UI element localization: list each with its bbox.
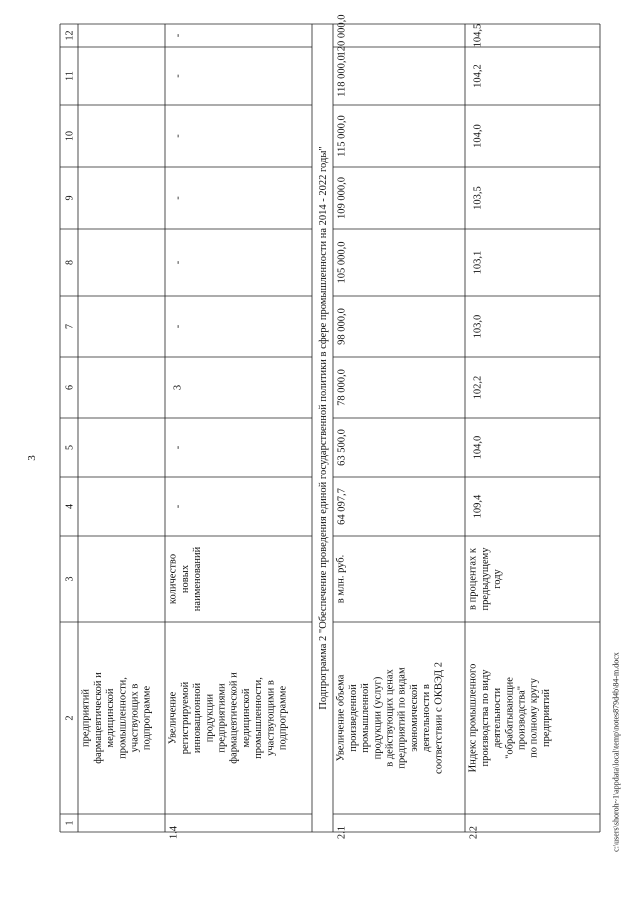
value-cell [473, 24, 484, 48]
svg-text:7: 7 [64, 324, 76, 329]
svg-text:промышленности,: промышленности, [117, 677, 129, 759]
unit-of-measure [168, 546, 203, 611]
value-cell [473, 64, 484, 88]
svg-text:в процентах к: в процентах к [467, 548, 479, 610]
unit-of-measure [336, 555, 347, 604]
svg-text:2.1: 2.1 [336, 826, 348, 840]
svg-text:экономической: экономической [408, 684, 420, 752]
value-cell [337, 308, 348, 345]
value-cell [473, 436, 484, 460]
svg-text:Увеличение объема: Увеличение объема [335, 674, 347, 762]
svg-text:-: - [172, 260, 184, 265]
svg-text:промышленности,: промышленности, [253, 677, 265, 759]
page-number: 3 [25, 455, 38, 461]
header-col-2 [65, 716, 76, 721]
svg-text:104,5: 104,5 [472, 23, 484, 48]
svg-text:1.4: 1.4 [168, 826, 180, 840]
svg-text:-: - [172, 134, 184, 138]
svg-text:104,0: 104,0 [472, 435, 484, 460]
svg-text:регистрируемой: регистрируемой [179, 681, 191, 755]
svg-text:3: 3 [64, 576, 76, 582]
svg-text:64 097,7: 64 097,7 [336, 488, 348, 525]
svg-text:деятельности: деятельности [492, 687, 504, 749]
value-cell [473, 186, 484, 210]
svg-text:фармацевтической и: фармацевтической и [92, 672, 104, 764]
value-cell [473, 124, 484, 148]
value-cell [337, 369, 348, 406]
svg-text:соответствии с ОКВЭД 2: соответствии с ОКВЭД 2 [433, 662, 445, 774]
indicator-name [336, 662, 445, 774]
svg-text:предприятий по видам: предприятий по видам [396, 667, 408, 769]
value-cell [173, 445, 184, 449]
value-cell [173, 196, 184, 200]
value-cell [337, 177, 348, 219]
svg-text:Подпрограмма 2 "Обеспечение пр: Подпрограмма 2 "Обеспечение проведения единой государственной политики в сфере промышленности на 2014 - 2022 годы" [318, 146, 330, 710]
svg-text:предприятиями: предприятиями [216, 683, 228, 753]
value-cell [337, 429, 348, 466]
svg-text:инновационной: инновационной [192, 682, 204, 754]
svg-text:120 000,0: 120 000,0 [336, 14, 348, 57]
svg-text:продукции (услуг): продукции (услуг) [372, 676, 384, 760]
svg-text:98 000,0: 98 000,0 [336, 308, 348, 345]
value-cell [473, 376, 484, 400]
header-col-9 [65, 196, 76, 201]
svg-text:предыдущему: предыдущему [479, 547, 491, 611]
svg-text:9: 9 [64, 195, 76, 201]
svg-text:-: - [172, 504, 184, 509]
svg-text:118 000,0: 118 000,0 [336, 55, 348, 97]
svg-text:подпрограмме: подпрограмме [277, 685, 289, 751]
header-col-12 [65, 31, 76, 41]
footer-file-path: c:\users\shoroh~1\appdata\local\temp\notes879d4b\84-m.docx [611, 652, 621, 852]
indicator-table [60, 14, 600, 840]
svg-text:78 000,0: 78 000,0 [336, 369, 348, 406]
indicator-name [468, 664, 552, 773]
svg-text:новых: новых [179, 564, 191, 594]
svg-text:115 000,0: 115 000,0 [336, 115, 348, 157]
svg-text:медицинской: медицинской [240, 688, 252, 748]
value-cell [473, 494, 484, 518]
row-number [169, 825, 180, 839]
svg-text:-: - [172, 74, 184, 78]
subprogram-2-title [318, 146, 329, 709]
svg-text:12: 12 [64, 30, 76, 41]
svg-text:105 000,0: 105 000,0 [336, 241, 348, 284]
value-cell [173, 260, 184, 264]
indicator-name [81, 672, 153, 764]
svg-text:по полному кругу: по полному кругу [528, 678, 540, 758]
svg-text:-: - [172, 196, 184, 200]
value-cell [173, 134, 184, 138]
value-cell [337, 15, 348, 57]
svg-text:произведенной: произведенной [347, 684, 359, 752]
svg-text:Индекс промышленного: Индекс промышленного [467, 663, 479, 773]
value-cell [337, 488, 348, 525]
svg-text:промышленной: промышленной [360, 683, 372, 753]
value-cell [173, 324, 184, 328]
value-cell [337, 242, 348, 284]
svg-text:-: - [172, 324, 184, 329]
svg-text:продукции: продукции [204, 693, 216, 743]
svg-text:производства": производства" [516, 685, 528, 751]
svg-text:1: 1 [64, 820, 76, 826]
svg-text:"обрабатывающие: "обрабатывающие [504, 677, 516, 759]
header-col-8 [65, 260, 76, 265]
svg-text:участвующими в: участвующими в [265, 680, 277, 756]
svg-text:Увеличение: Увеличение [167, 691, 179, 745]
svg-text:медицинской: медицинской [105, 688, 117, 748]
header-col-3 [65, 577, 76, 582]
value-cell [473, 315, 484, 339]
svg-text:предприятий: предприятий [80, 689, 92, 747]
value-cell [173, 74, 184, 78]
value-cell [173, 504, 184, 508]
svg-text:2: 2 [64, 715, 76, 721]
svg-text:109 000,0: 109 000,0 [336, 177, 348, 219]
indicator-name [168, 672, 289, 764]
svg-text:5: 5 [64, 445, 76, 450]
svg-text:6: 6 [64, 385, 76, 390]
header-col-5 [65, 445, 76, 450]
header-col-11 [65, 71, 76, 81]
row-number [337, 826, 348, 839]
svg-text:количество: количество [167, 553, 179, 605]
svg-text:109,4: 109,4 [472, 494, 484, 519]
svg-text:производства по виду: производства по виду [479, 669, 491, 767]
header-col-6 [65, 385, 76, 390]
svg-text:11: 11 [64, 71, 76, 81]
svg-text:103,1: 103,1 [472, 250, 484, 275]
svg-text:-: - [172, 445, 184, 450]
svg-text:фармацевтической и: фармацевтической и [228, 672, 240, 764]
svg-text:103,5: 103,5 [472, 186, 484, 210]
svg-text:8: 8 [64, 260, 76, 265]
svg-text:3: 3 [172, 384, 184, 391]
value-cell [337, 115, 348, 157]
svg-text:участвующих в: участвующих в [129, 683, 141, 753]
svg-text:104,0: 104,0 [472, 124, 484, 148]
svg-text:102,2: 102,2 [472, 375, 484, 400]
svg-text:подпрограмме: подпрограмме [141, 685, 153, 751]
svg-text:-: - [172, 33, 184, 38]
header-col-10 [65, 131, 76, 141]
value-cell [337, 55, 348, 97]
value-cell [173, 33, 184, 37]
svg-text:наименований: наименований [192, 546, 204, 612]
value-cell [473, 251, 484, 275]
svg-text:4: 4 [64, 504, 76, 509]
svg-text:103,0: 103,0 [472, 314, 484, 339]
svg-text:2.2: 2.2 [468, 826, 480, 840]
value-cell [173, 385, 184, 390]
indicator-table-svg [60, 14, 600, 840]
svg-text:в млн. руб.: в млн. руб. [335, 554, 347, 604]
row-number [469, 826, 480, 839]
svg-text:деятельности в: деятельности в [421, 684, 433, 752]
svg-text:в действующих ценах: в действующих ценах [384, 669, 396, 767]
unit-of-measure [468, 547, 503, 611]
header-col-1 [65, 821, 76, 826]
svg-text:63 500,0: 63 500,0 [336, 429, 348, 466]
header-col-4 [65, 504, 76, 509]
header-col-7 [65, 324, 76, 329]
svg-text:году: году [492, 569, 504, 589]
svg-text:предприятий: предприятий [540, 689, 552, 747]
svg-text:104,2: 104,2 [472, 64, 484, 88]
svg-text:10: 10 [64, 131, 76, 141]
